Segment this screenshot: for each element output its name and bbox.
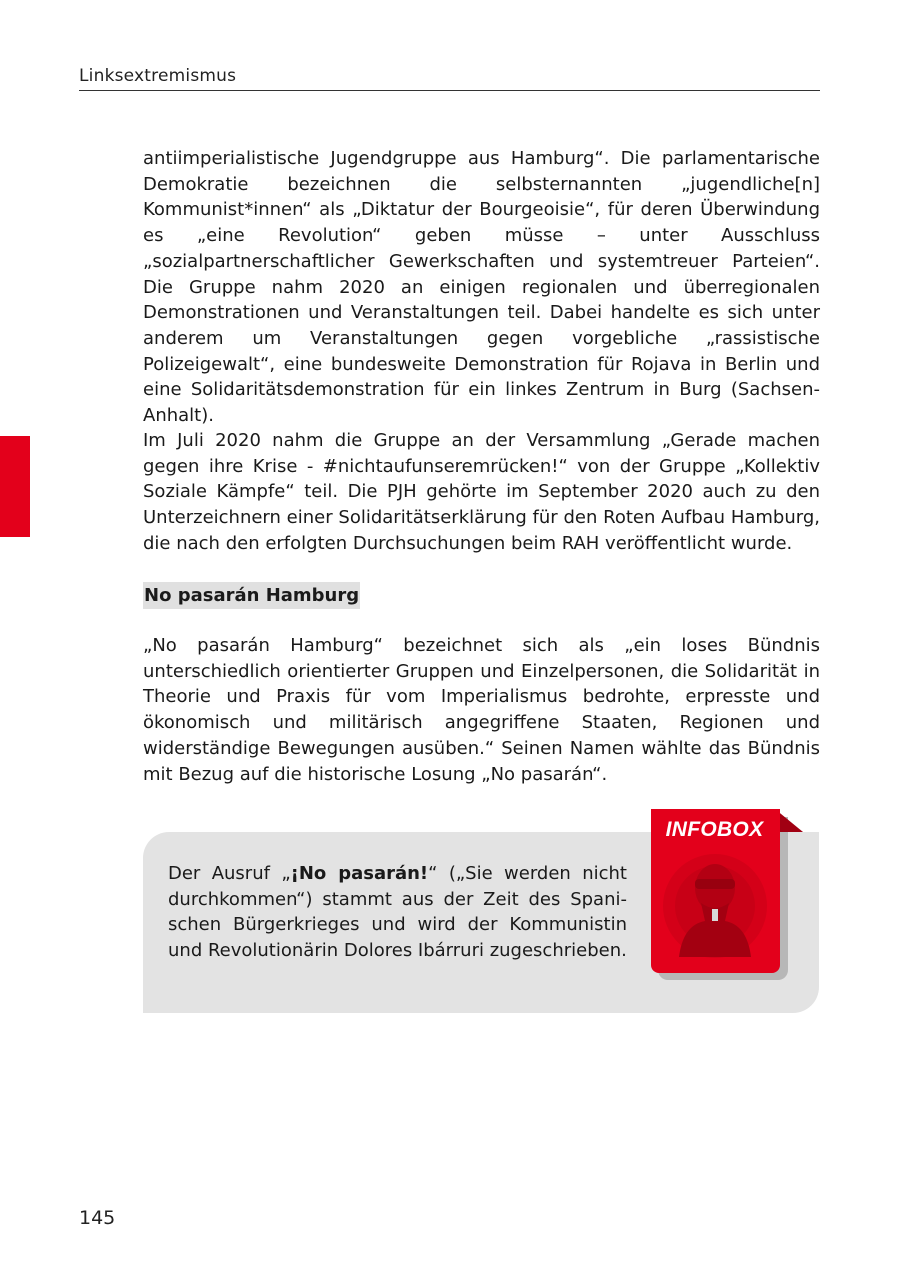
running-head: Linksextremismus [79,66,237,86]
infobox-label: INFOBOX [665,818,764,841]
page-number: 145 [79,1207,116,1229]
body-paragraph-2: Im Juli 2020 nahm die Gruppe an der Versammlung „Gerade machen gegen ihre Krise - #nichtaufunseremrücken!“ von der Gruppe „Kollektiv Soziale Kämpfe“ teil. Die PJH gehörte im September 2020 auch zu den Unterzeichnern einer Solidaritätserklärung für den Roten Aufbau Hamburg, die nach den erfolgten Durchsuchungen beim RAH veröffentlicht wurde. [143,430,820,554]
infobox-text [168,861,627,964]
body-paragraph-3: „No pasarán Hamburg“ bezeichnet sich als „ein loses Bündnis unterschiedlich orientierter Gruppen und Einzelpersonen, die Solidarität in Theorie und Praxis für vom Imperialismus bedrohte, erpresste und ökonomisch und militärisch angegriffene Staaten, Regionen und widerständige Bewegungen ausüben.“ Seinen Namen wählte das Bündnis mit Bezug auf die historische Losung „No pasarán“. [143,635,820,785]
header-rule [79,90,820,91]
infobox-tag [651,809,780,973]
body-paragraph-1: antiimperialistische Jugendgruppe aus Hamburg“. Die parlamentarische Demokratie bezeichnen die selbsternannten „jugendliche[n] Kommunist*innen“ als „Diktatur der Bourgeoisie“, für deren Überwindung es „eine Revolution“ geben müsse – unter Ausschluss „sozialpartnerschaftlicher Gewerkschaften und systemtreuer Parteien“. Die Gruppe nahm 2020 an einigen regionalen und überregionalen Demonstrationen und Veranstaltungen teil. Dabei handelte es sich unter anderem um Veranstaltungen gegen vorgebliche „rassistische Polizeigewalt“, eine bundesweite Demonstration für Rojava in Berlin und eine Solidaritätsdemonstration für ein linkes Zentrum in Burg (Sachsen-Anhalt). [143,148,820,427]
infobox-text-end: “ („Sie werden nicht durchkommen“) stammt aus der Zeit des Spanischen Bürgerkrieges und wird der Kommunistin und Revolutionärin Dolores Ibárruri zugeschrieben. [168,863,627,962]
section-heading: No pasarán Hamburg [143,582,360,609]
chapter-side-tab [0,436,30,537]
infobox-quote: ¡No pasarán! [290,863,429,884]
infobox-text-start: Der Ausruf „ [168,863,291,884]
